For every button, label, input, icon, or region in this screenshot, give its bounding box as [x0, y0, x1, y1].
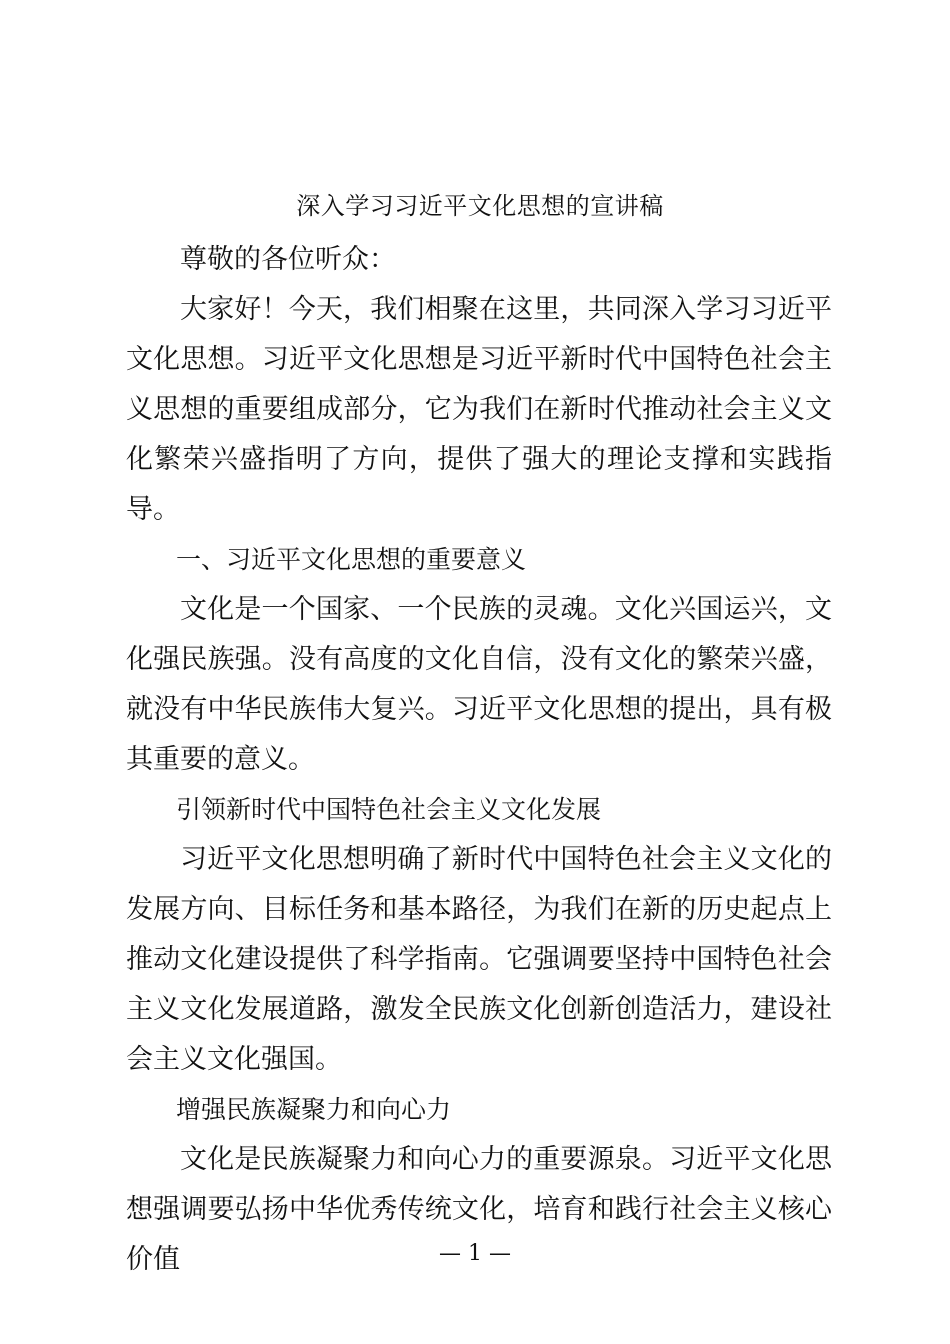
subsection-heading: 引领新时代中国特色社会主义文化发展	[176, 795, 602, 824]
intro-paragraph: 大家好！今天，我们相聚在这里，共同深入学习习近平文化思想。习近平文化思想是习近平新时代中国特色社会主义思想的重要组成部分，它为我们在新时代推动社会主义文化繁荣兴盛指明了方向，提供了强大的理论支撑和实践指导。	[126, 294, 832, 525]
salutation-paragraph: 尊敬的各位听众：	[180, 244, 396, 275]
body-paragraph: 文化是民族凝聚力和向心力的重要源泉。习近平文化思想强调要弘扬中华优秀传统文化，培育和践行社会主义核心价值	[126, 1144, 832, 1275]
body-paragraph: 习近平文化思想明确了新时代中国特色社会主义文化的发展方向、目标任务和基本路径，为我们在新的历史起点上推动文化建设提供了科学指南。它强调要坚持中国特色社会主义文化发展道路，激发全民族文化创新创造活力，建设社会主义文化强国。	[126, 844, 832, 1075]
body-paragraph: 文化是一个国家、一个民族的灵魂。文化兴国运兴，文化强民族强。没有高度的文化自信，没有文化的繁荣兴盛，就没有中华民族伟大复兴。习近平文化思想的提出，具有极其重要的意义。	[126, 594, 832, 775]
document-body	[126, 235, 832, 1285]
page-number: — 1 —	[439, 1241, 511, 1266]
section-heading: 一、习近平文化思想的重要意义	[176, 545, 527, 574]
document-title: 深入学习习近平文化思想的宣讲稿	[296, 192, 664, 220]
subsection-heading: 增强民族凝聚力和向心力	[176, 1095, 452, 1124]
